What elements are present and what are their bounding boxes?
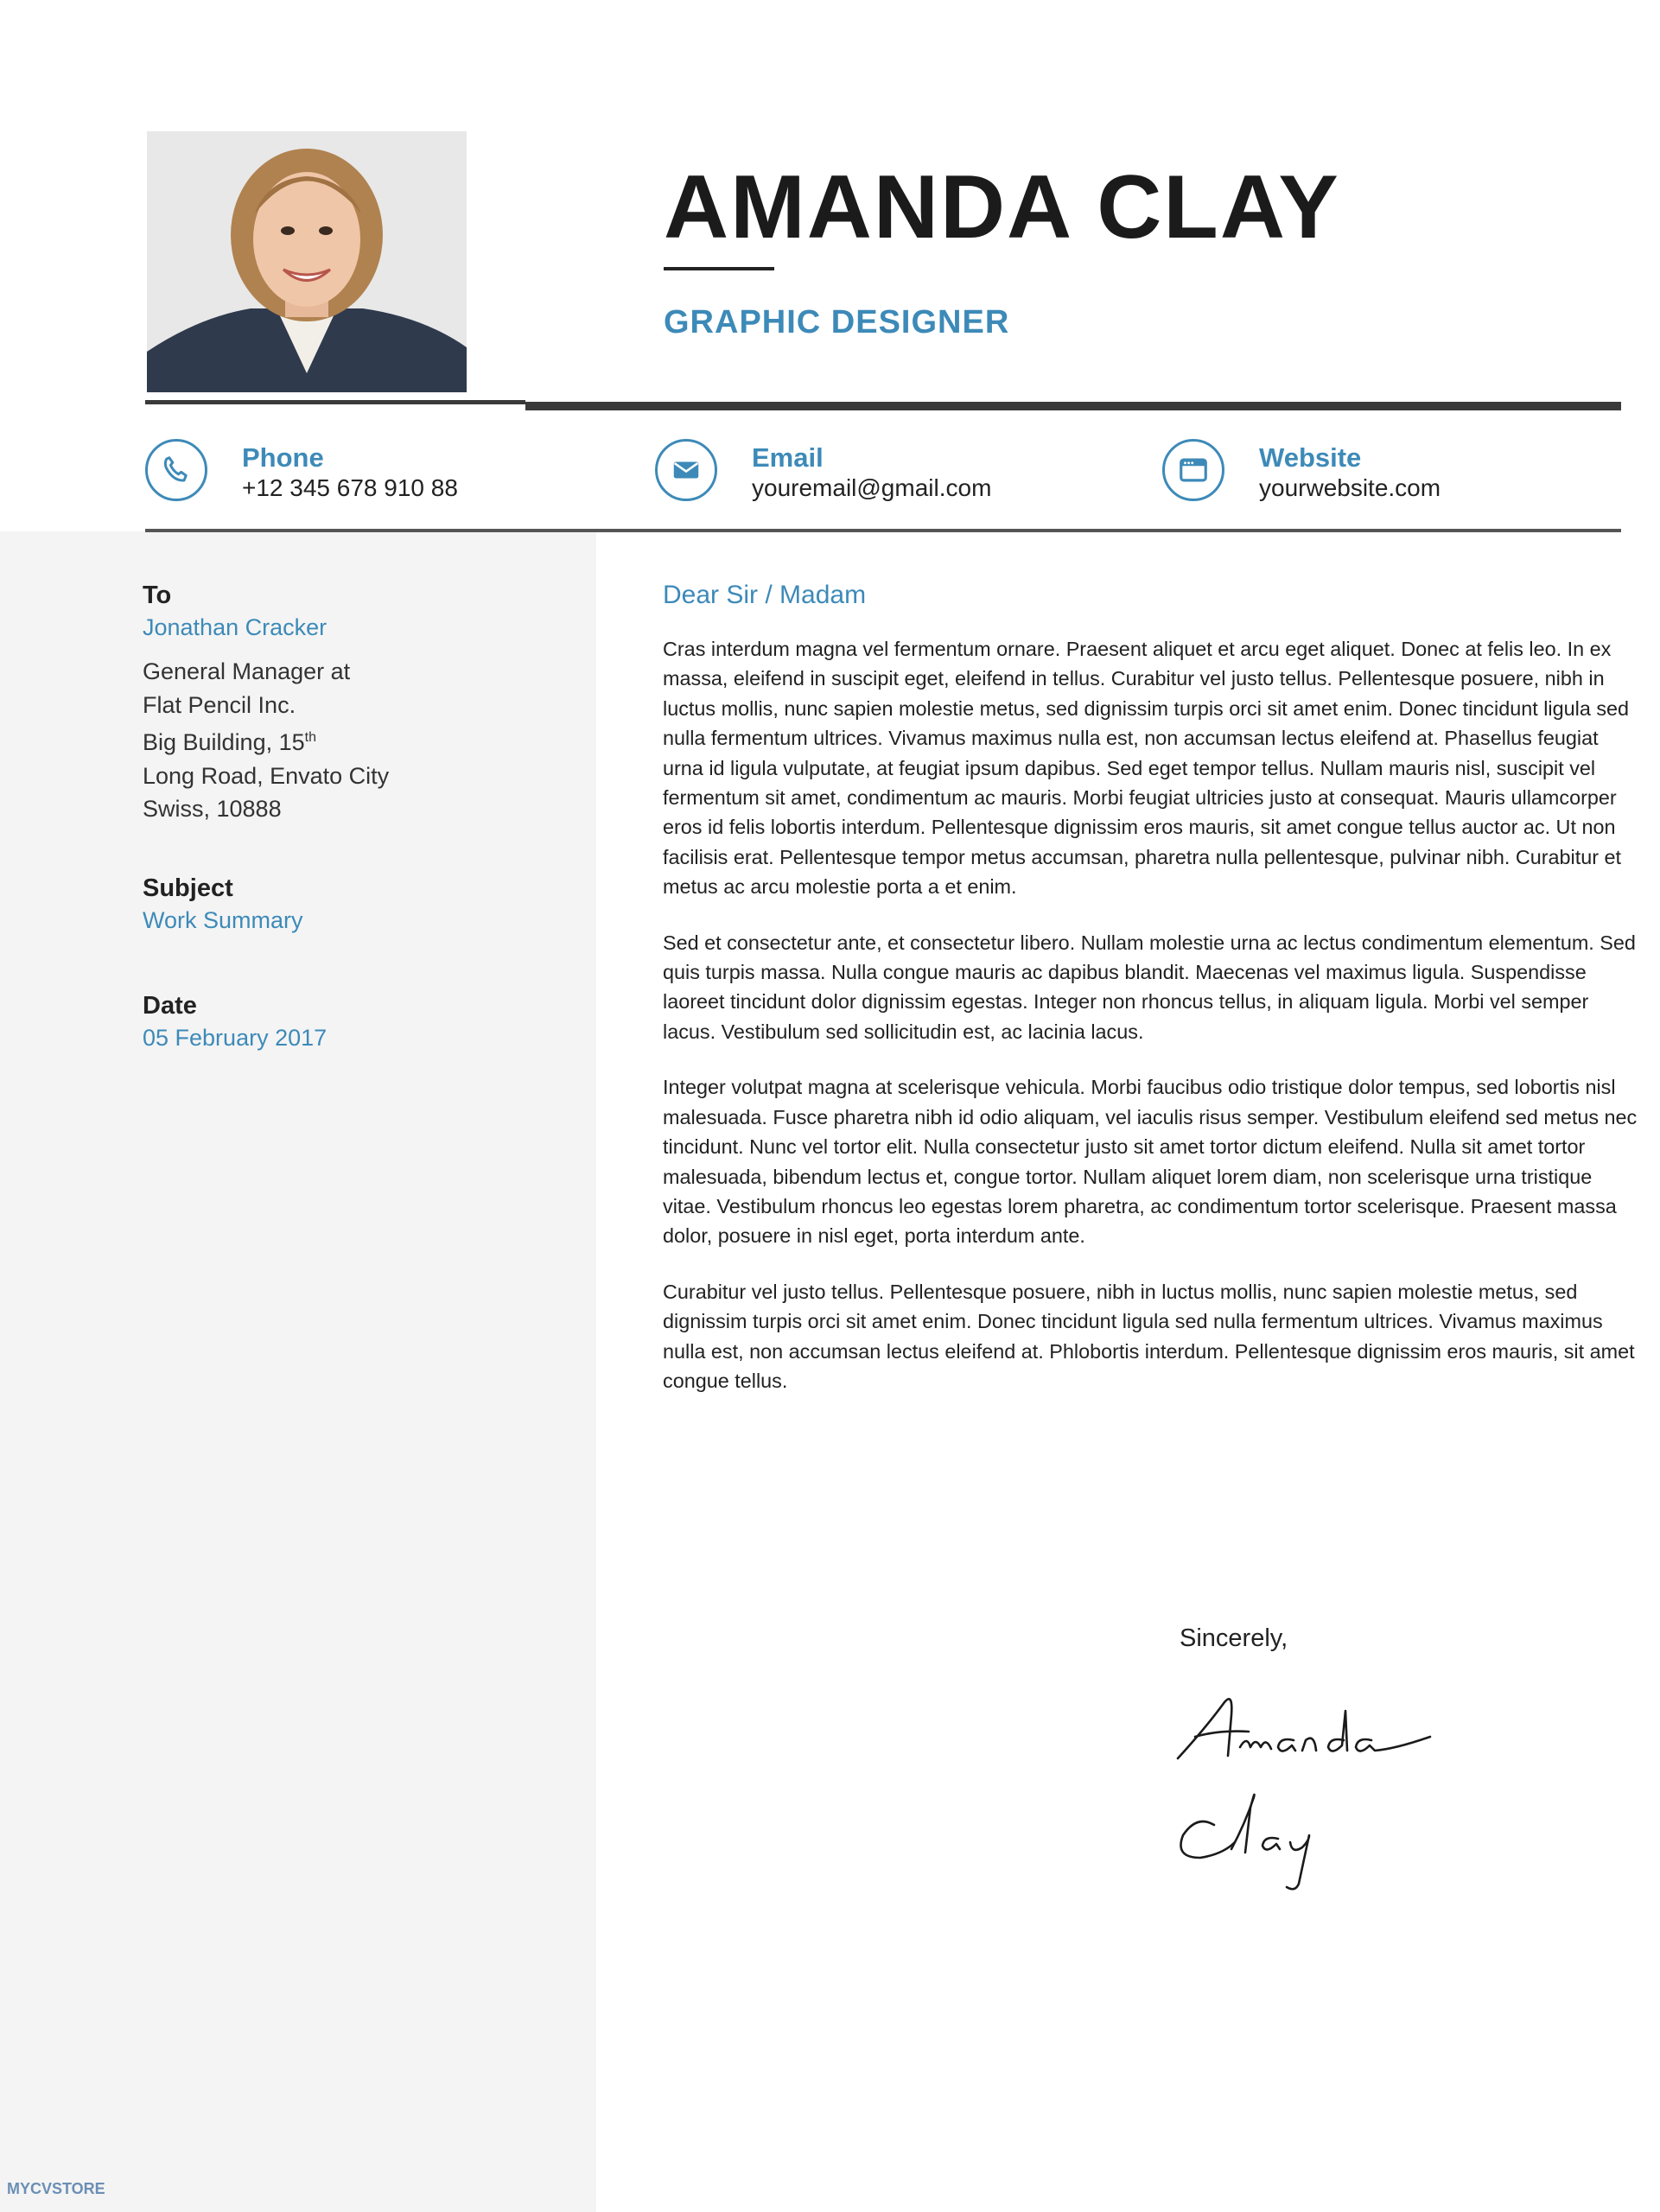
letter-paragraph: Cras interdum magna vel fermentum ornare. Praesent aliquet et arcu eget aliquet. Donec at felis leo. In ex massa, eleifend in suscipit eget, eleifend in tellus. Curabitur vel justo tellus. Pellentesque posuere, nibh in luctus mollis, nunc sapien molestie metus, sed dignissim turpis orci sit amet enim. Donec tincidunt ligula sed nulla fermentum ultrices. Vivamus maximus nulla est, non accumsan lectus eleifend at. Phasellus feugiat urna id ligula vulputate, at feugiat ipsum dapibus. Sed eget tempor tellus. Nullam mauris nisl, suscipit vel fermentum sit amet, condimentum ac mauris. Morbi feugiat ultricies justo at consequat. Mauris ullamcorper eros id felis lobortis interdum. Pellentesque dignissim eros mauris, sit amet congue tellus auctor ac. Ut non facilisis erat. Pellentesque tempor metus accumsan, pharetra nulla pellentesque, pulvinar nibh. Curabitur et metus ac arcu molestie porta a et enim. xyxy=(663,638,1630,899)
address-line: Swiss, 10888 xyxy=(143,796,282,822)
letter-paragraph: Integer volutpat magna at scelerisque vehicula. Morbi faucibus odio tristique dolor tempus, sed lobortis nisl malesuada. Fusce pharetra nibh id odio aliquam, vel iaculis risus semper. Vestibulum eleifend sed metus nec tincidunt. Nunc vel tortor elit. Nulla consectetur justo sit amet tortor dictum eleifend. Nulla sit amet tortor malesuada, bibendum lectus et, congue tortor. Nullam aliquet lorem diam, non scelerisque urna tristique vitae. Vestibulum rhoncus leo egestas lorem pharetra, ac condimentum tortor scelerisque. Praesent massa dolor, posuere in nisl eget, porta interdum ante. xyxy=(663,1076,1638,1248)
date-heading: Date xyxy=(143,992,197,1020)
address-line: Long Road, Envato City xyxy=(143,762,390,789)
recipient-heading: To xyxy=(143,582,172,609)
handwritten-signature xyxy=(1171,1676,1534,1901)
header-divider xyxy=(525,402,1621,410)
letter-paragraph: Sed et consectetur ante, et consectetur libero. Nullam molestie urna ac lectus condimentum elementum. Sed quis turpis massa. Nulla congue mauris ac dapibus blandit. Maecenas vel maximus ligula. Suspendisse laoreet tincidunt dolor dignissim egestas. Integer non rhoncus tellus, in aliquam ligula. Morbi vel semper lacus. Vestibulum sed sollicitudin est, ac lacinia lacus. xyxy=(663,931,1636,1043)
phone-label: Phone xyxy=(242,442,324,473)
address-line: General Manager at xyxy=(143,658,351,684)
ordinal-suffix: th xyxy=(304,730,316,745)
closing: Sincerely, xyxy=(1180,1624,1288,1652)
phone-value: +12 345 678 910 88 xyxy=(242,474,458,501)
browser-window-icon xyxy=(1162,439,1224,501)
watermark-logo: MYCVSTORE xyxy=(7,2180,105,2197)
job-title: GRAPHIC DESIGNER xyxy=(664,304,1010,340)
letter-body xyxy=(663,634,1639,1421)
profile-photo xyxy=(147,131,467,392)
name-underline xyxy=(664,267,774,270)
subject-heading: Subject xyxy=(143,874,233,902)
date-value: 05 February 2017 xyxy=(143,1025,328,1051)
applicant-name: AMANDA CLAY xyxy=(664,157,1340,257)
email-value: youremail@gmail.com xyxy=(752,474,992,501)
website-label: Website xyxy=(1259,442,1362,473)
recipient-address xyxy=(143,655,389,826)
address-line xyxy=(143,721,389,760)
address-line: Flat Pencil Inc. xyxy=(143,691,296,718)
contact-divider xyxy=(145,529,1621,532)
recipient-name: Jonathan Cracker xyxy=(143,614,328,640)
website-value: yourwebsite.com xyxy=(1259,474,1441,501)
phone-icon xyxy=(145,439,207,501)
header-divider-left xyxy=(145,400,525,404)
address-line-text: Big Building, 15 xyxy=(143,729,305,755)
salutation: Dear Sir / Madam xyxy=(663,581,867,609)
envelope-icon xyxy=(655,439,717,501)
subject-value: Work Summary xyxy=(143,907,303,933)
letter-paragraph: Curabitur vel justo tellus. Pellentesque posuere, nibh in luctus mollis, nunc sapien molestie metus, sed dignissim turpis orci sit amet enim. Donec tincidunt ligula sed nulla fermentum ultrices. Vivamus maximus nulla est, non accumsan lectus eleifend at. Phlobortis interdum. Pellentesque dignissim eros mauris, sit amet congue tellus. xyxy=(663,1280,1635,1392)
email-label: Email xyxy=(752,442,824,473)
